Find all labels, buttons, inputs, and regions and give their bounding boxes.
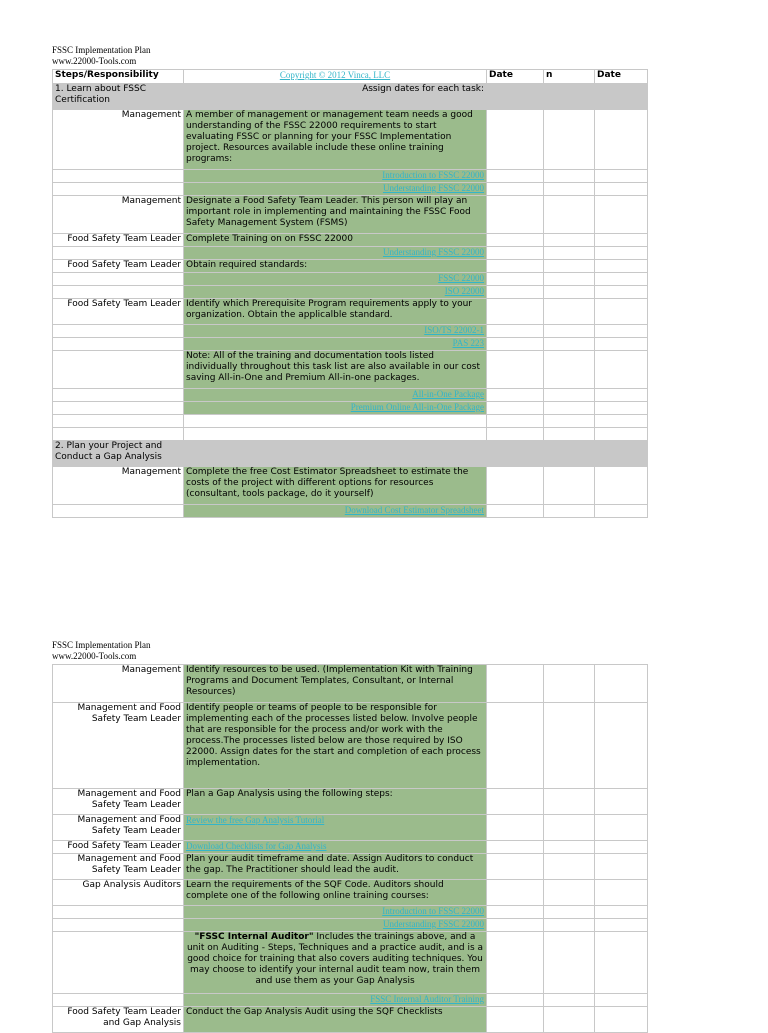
responsibility: Management bbox=[53, 110, 184, 170]
link-iso-22000[interactable]: ISO 22000 bbox=[184, 286, 487, 299]
link-intro-fssc[interactable]: Introduction to FSSC 22000 bbox=[184, 170, 487, 183]
plan-table-2 bbox=[52, 664, 648, 1033]
responsibility: Management and Food Safety Team Leader bbox=[53, 815, 184, 841]
note-text: Note: All of the training and documentation tools listed individually throughout this task list are also available in our cost saving All-in-One and Premium All-in-one packages. bbox=[184, 351, 487, 389]
table-row bbox=[53, 703, 648, 789]
responsibility: Management bbox=[53, 467, 184, 505]
responsibility: Food Safety Team Leader and Gap Analysis bbox=[53, 1007, 184, 1033]
responsibility: Gap Analysis Auditors bbox=[53, 880, 184, 906]
col-header-n: n bbox=[544, 70, 595, 84]
responsibility: Management and Food Safety Team Leader bbox=[53, 703, 184, 789]
site-url: www.22000-Tools.com bbox=[52, 56, 137, 66]
site-url-2: www.22000-Tools.com bbox=[52, 651, 137, 661]
task-text: Learn the requirements of the SQF Code. Auditors should complete one of the following online training courses: bbox=[184, 880, 487, 906]
task-text: Identify people or teams of people to be responsible for implementing each of the processes listed below. Involve people that are responsible for the process and/or work with the process.The processes listed below are those required by ISO 22000. Assign dates for the start and completion of each process implementation. bbox=[184, 703, 487, 789]
plan-table-1 bbox=[52, 69, 648, 518]
task-text: A member of management or management team needs a good understanding of the FSSC 22000 requirements to start evaluating FSSC or planning for your FSSC Implementation project. Resources available include these online training programs: bbox=[184, 110, 487, 170]
link-all-in-one[interactable]: All-in-One Package bbox=[184, 389, 487, 402]
link-fssc-22000[interactable]: FSSC 22000 bbox=[184, 273, 487, 286]
table-row bbox=[53, 665, 648, 703]
task-text: Designate a Food Safety Team Leader. This person will play an important role in implementing and maintaining the FSSC Food Safety Management System (FSMS) bbox=[184, 196, 487, 234]
section-title: 1. Learn about FSSC Certification bbox=[53, 84, 184, 110]
responsibility: Management and Food Safety Team Leader bbox=[53, 789, 184, 815]
link-understanding-fssc-2[interactable]: Understanding FSSC 22000 bbox=[184, 247, 487, 260]
table-row bbox=[53, 789, 648, 815]
task-text: Complete Training on on FSSC 22000 bbox=[184, 234, 487, 247]
page-title-2: FSSC Implementation Plan bbox=[52, 640, 151, 650]
section-note: Assign dates for each task: bbox=[184, 84, 487, 110]
responsibility: Management bbox=[53, 196, 184, 234]
table-row bbox=[53, 110, 648, 170]
task-text: Identify resources to be used. (Implementation Kit with Training Programs and Document Templates, Consultant, or Internal Resources) bbox=[184, 665, 487, 703]
link-cost-estimator[interactable]: Download Cost Estimator Spreadsheet bbox=[184, 505, 487, 518]
table-row bbox=[53, 467, 648, 505]
responsibility: Food Safety Team Leader bbox=[53, 299, 184, 325]
responsibility: Food Safety Team Leader bbox=[53, 841, 184, 854]
col-header-steps: Steps/Responsibility bbox=[53, 70, 184, 84]
table-row bbox=[53, 234, 648, 247]
table-row bbox=[53, 841, 648, 854]
copyright-link[interactable]: Copyright © 2012 Vinca, LLC bbox=[279, 70, 391, 80]
task-text: Complete the free Cost Estimator Spreadsheet to estimate the costs of the project with different options for resources (consultant, tools package, do it yourself) bbox=[184, 467, 487, 505]
task-text: Identify which Prerequisite Program requirements apply to your organization. Obtain the applicalble standard. bbox=[184, 299, 487, 325]
table-row bbox=[53, 880, 648, 906]
responsibility: Food Safety Team Leader bbox=[53, 234, 184, 247]
link-pas-223[interactable]: PAS 223 bbox=[184, 338, 487, 351]
table-row bbox=[53, 260, 648, 273]
auditor-course-text: Includes the trainings above, and a unit on Auditing - Steps, Techniques and a practice audit, and is a good choice for training that also covers auditing techniques. You may choose to identify your internal audit team now, train them and use them as your Gap Analysis bbox=[186, 932, 484, 986]
table-row bbox=[53, 1007, 648, 1033]
table-row bbox=[53, 854, 648, 880]
responsibility: Management and Food Safety Team Leader bbox=[53, 854, 184, 880]
task-text: Obtain required standards: bbox=[184, 260, 487, 273]
link-premium-package[interactable]: Premium Online All-in-One Package bbox=[184, 402, 487, 415]
col-header-date: Date bbox=[487, 70, 544, 84]
auditor-description bbox=[184, 932, 487, 994]
table-row bbox=[53, 196, 648, 234]
section-title: 2. Plan your Project and Conduct a Gap Analysis bbox=[53, 441, 184, 467]
link-understanding-fssc[interactable]: Understanding FSSC 22000 bbox=[184, 183, 487, 196]
auditor-course-name: "FSSC Internal Auditor" bbox=[194, 932, 314, 942]
link-understanding-fssc-3[interactable]: Understanding FSSC 22000 bbox=[184, 919, 487, 932]
table-row bbox=[53, 815, 648, 841]
responsibility: Management bbox=[53, 665, 184, 703]
link-gap-tutorial[interactable]: Review the free Gap Analysis Tutorial bbox=[184, 815, 487, 841]
task-text: Plan a Gap Analysis using the following steps: bbox=[184, 789, 487, 815]
responsibility: Food Safety Team Leader bbox=[53, 260, 184, 273]
col-header-date2: Date bbox=[595, 70, 648, 84]
link-iso-ts-22002[interactable]: ISO/TS 22002-1 bbox=[184, 325, 487, 338]
task-text: Plan your audit timeframe and date. Assign Auditors to conduct the gap. The Practitioner should lead the audit. bbox=[184, 854, 487, 880]
table-row bbox=[53, 299, 648, 325]
link-internal-auditor[interactable]: FSSC Internal Auditor Training bbox=[184, 994, 487, 1007]
link-intro-fssc-2[interactable]: Introduction to FSSC 22000 bbox=[184, 906, 487, 919]
task-text: Conduct the Gap Analysis Audit using the SQF Checklists bbox=[184, 1007, 487, 1033]
page-title: FSSC Implementation Plan bbox=[52, 45, 151, 55]
link-gap-checklists[interactable]: Download Checklists for Gap Analysis bbox=[184, 841, 487, 854]
